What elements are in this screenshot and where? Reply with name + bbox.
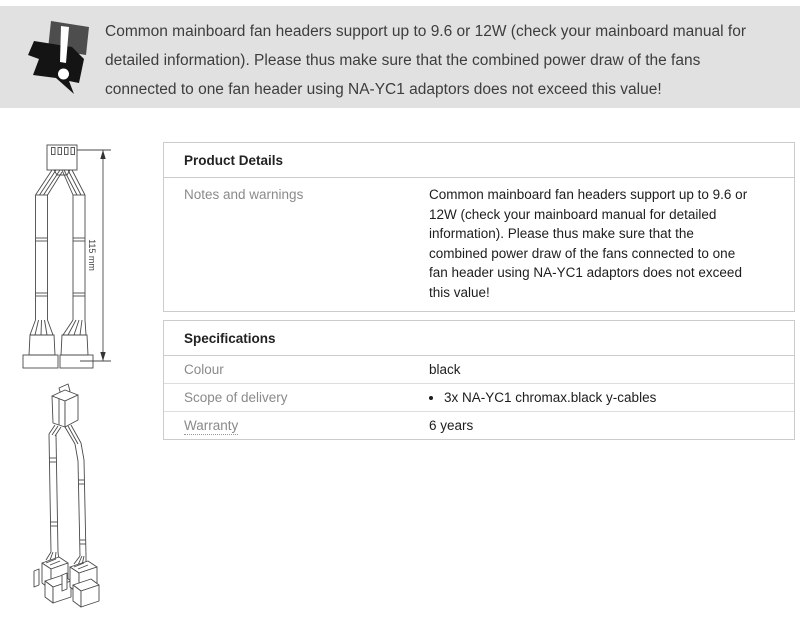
row-value: 6 years bbox=[429, 418, 474, 433]
isometric-view-drawing bbox=[12, 382, 122, 622]
warranty-tooltip-term[interactable]: Warranty bbox=[184, 418, 239, 433]
specifications-title: Specifications bbox=[164, 321, 794, 356]
row-value: black bbox=[429, 362, 461, 377]
warning-text: Common mainboard fan headers support up to 9.6 or 12W (check your mainboard manual for detailed information). Please thus make sure that the combined power draw of the fans connected to one fan header using NA-YC1 adaptors does not exceed this value! bbox=[105, 23, 747, 98]
product-details-title: Product Details bbox=[164, 143, 794, 178]
table-row bbox=[164, 356, 794, 383]
product-details-table bbox=[163, 142, 795, 312]
row-label: Colour bbox=[184, 362, 224, 377]
row-label: Notes and warnings bbox=[184, 187, 304, 202]
dimension-label: 115 mm bbox=[87, 239, 97, 271]
warning-exclamation-icon bbox=[28, 21, 93, 94]
table-row bbox=[164, 411, 794, 439]
table-row bbox=[164, 178, 794, 311]
row-value: Common mainboard fan headers support up to 9.6 or 12W (check your mainboard manual for detailed information). Please thus make sure that the combined power draw of the fans connected to one fan header using NA-YC1 adaptors does not exceed this value! bbox=[429, 187, 748, 300]
row-label: Scope of delivery bbox=[184, 390, 288, 405]
list-item: • 3x NA-YC1 chromax.black y-cables bbox=[444, 390, 774, 405]
warning-banner bbox=[0, 6, 800, 108]
table-row bbox=[164, 383, 794, 411]
row-value bbox=[429, 390, 774, 405]
front-view-drawing bbox=[10, 138, 140, 373]
scope-of-delivery-list bbox=[429, 390, 774, 405]
row-label bbox=[184, 418, 429, 433]
specifications-table bbox=[163, 320, 795, 440]
